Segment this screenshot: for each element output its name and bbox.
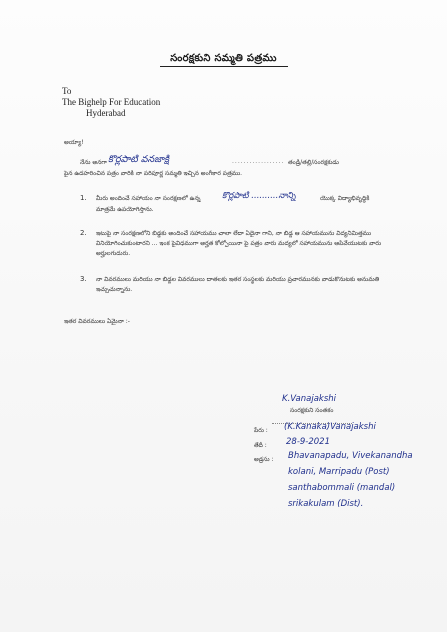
point-1-suffix: యొక్క విద్యాభివృద్ధికి <box>320 195 370 202</box>
field-address-label: అడ్రసు : <box>254 456 274 463</box>
point-3-text: నా వివరములు మరియు నా బిడ్డల వివరములు దాతలకు ఇతర సంస్థలకు మరియు ప్రచారమునకు వాడుకొనుటకు అనుమతి ఇచ్చుచున్నాను. <box>96 276 380 293</box>
intro-suffix: తండ్రి/తల్లి/సంరక్షకుడు <box>288 159 339 166</box>
address-line-3: srikakulam (Dist). <box>288 499 364 509</box>
field-date-label: తేదీ : <box>254 442 267 449</box>
field-date-value: 28-9-2021 <box>286 437 330 447</box>
intro-dots: .................. <box>232 158 285 165</box>
field-address-value: Bhavanapadu, Vivekanandha <box>288 451 413 461</box>
intro-handwritten-name: కొర్లపాటి వనజాక్షి <box>108 154 170 165</box>
address-line-1: kolani, Marripadu (Post) <box>288 467 390 477</box>
field-name-value: (K.Kanaka)Vanajakshi <box>284 422 376 432</box>
point-2-text: ఇటుపై నా సంరక్షణలోని బిడ్డకు అందించే సహాయము చాలా లేదా ఏదైనా గాని, నా బిడ్డ ఆ సహాయమును విద్యనిమిత్తము వినియోగించుకుంటారని ... ఇంక పైవిధముగా అర్హత కోల్పోయినా పై పత్రం వారు మద్యలో సహాయమును ఆపివేయుటకు వారు అర్హులగుదురు. <box>96 230 382 257</box>
intro-line2: పైన ఉదహరించిన పత్రం వారికి నా పరిపూర్ణ సమ్మతి ఇచ్చిన అంగీకార పత్రము. <box>64 170 243 177</box>
field-name-label: పేరు : <box>254 427 268 434</box>
point-1-number: 1. <box>80 194 87 202</box>
recipient-org: The Bighelp For Education <box>62 97 161 107</box>
intro-prefix: నేను అనగా <box>80 159 107 166</box>
salutation: అయ్యా! <box>64 139 84 146</box>
point-1-cont: మాత్రమే ఉపయోగిస్తాను. <box>96 206 154 213</box>
recipient-city: Hyderabad <box>86 108 126 118</box>
document-title: సంరక్షకుని సమ్మతి పత్రము <box>170 53 277 64</box>
point-2-number: 2. <box>80 229 87 237</box>
other-details-label: ఇతర వివరములు ఏమైనా :- <box>64 318 130 325</box>
title-underline <box>160 66 288 67</box>
signature-handwritten: K.Vanajakshi <box>282 394 337 404</box>
address-line-2: santhabommali (mandal) <box>288 483 396 493</box>
point-1-prefix: మీరు అందించే సహాయం నా సంరక్షణలో ఉన్న <box>96 195 201 202</box>
point-1-handwritten: కొర్లపాటి ..........నాన్ని <box>222 191 296 201</box>
signature-caption: సంరక్షకుని సంతకం <box>290 407 334 414</box>
point-3-number: 3. <box>80 275 87 283</box>
recipient-to: To <box>62 86 72 96</box>
